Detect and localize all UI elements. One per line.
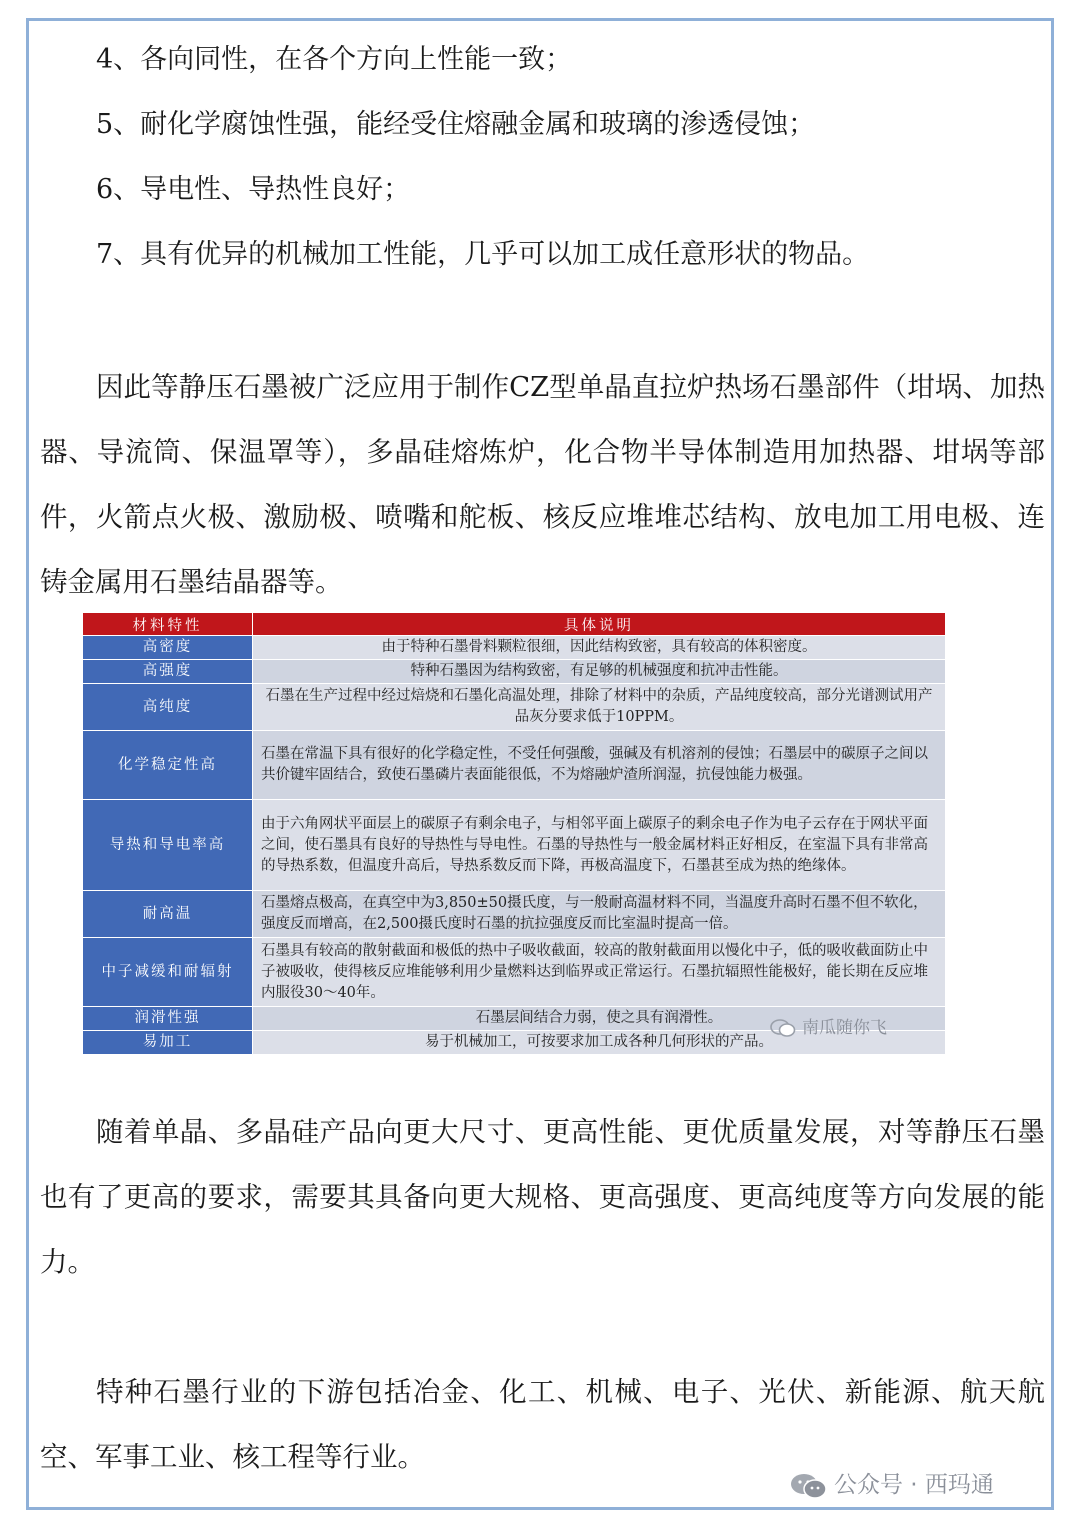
list-item-isotropy: 4、各向同性，在各个方向上性能一致； — [96, 44, 573, 75]
property-cell: 高纯度 — [83, 684, 253, 731]
wechat-icon — [770, 1018, 796, 1038]
description-cell: 石墨熔点极高，在真空中为3,850±50摄氏度，与一般耐高温材料不同，当温度升高时石墨不但不软化，强度反而增高，在2,500摄氏度时石墨的抗拉强度反而比室温时提高一倍。 — [253, 891, 946, 938]
properties-table — [82, 612, 946, 1055]
table-row — [83, 731, 946, 800]
property-cell: 润滑性强 — [83, 1007, 253, 1031]
table-row — [83, 636, 946, 660]
description-cell: 由于特种石墨骨料颗粒很细，因此结构致密，具有较高的体积密度。 — [253, 636, 946, 660]
table-watermark — [770, 1013, 887, 1038]
property-cell: 化学稳定性高 — [83, 731, 253, 800]
list-item-corrosion-resistance: 5、耐化学腐蚀性强，能经受住熔融金属和玻璃的渗透侵蚀； — [96, 109, 816, 140]
paragraph-applications: 因此等静压石墨被广泛应用于制作CZ型单晶直拉炉热场石墨部件（坩埚、加热器、导流筒、保温罩等），多晶硅熔炼炉，化合物半导体制造用加热器、坩埚等部件，火箭点火极、激励极、喷嘴和舵板、核反应堆堆芯结构、放电加工用电极、连铸金属用石墨结晶器等。 — [40, 371, 1045, 598]
property-cell: 耐高温 — [83, 891, 253, 938]
footer-watermark — [790, 1466, 994, 1500]
footer-watermark-text: 公众号 · 西玛通 — [834, 1472, 994, 1498]
header-property: 材料特性 — [83, 613, 253, 636]
table-row — [83, 800, 946, 891]
description-cell: 易于机械加工，可按要求加工成各种几何形状的产品。 — [253, 1031, 946, 1055]
property-cell: 导热和导电率高 — [83, 800, 253, 891]
paragraph-development: 随着单晶、多晶硅产品向更大尺寸、更高性能、更优质量发展，对等静压石墨也有了更高的要求，需要其具备向更大规格、更高强度、更高纯度等方向发展的能力。 — [40, 1116, 1045, 1278]
paragraph-downstream: 特种石墨行业的下游包括冶金、化工、机械、电子、光伏、新能源、航天航空、军事工业、核工程等行业。 — [40, 1376, 1045, 1473]
table-row — [83, 891, 946, 938]
description-cell: 石墨具有较高的散射截面和极低的热中子吸收截面，较高的散射截面用以慢化中子，低的吸收截面防止中子被吸收，使得核反应堆能够利用少量燃料达到临界或正常运行。石墨抗辐照性能极好，能长期在反应堆内服役30～40年。 — [253, 938, 946, 1007]
description-cell: 石墨在常温下具有很好的化学稳定性，不受任何强酸，强碱及有机溶剂的侵蚀；石墨层中的碳原子之间以共价键牢固结合，致使石墨磷片表面能很低，不为熔融炉渣所润湿，抗侵蚀能力极强。 — [253, 731, 946, 800]
table-watermark-text: 南瓜随你飞 — [802, 1018, 887, 1038]
list-item-conductivity: 6、导电性、导热性良好； — [96, 174, 411, 205]
property-cell: 易加工 — [83, 1031, 253, 1055]
table-header-row — [83, 613, 946, 636]
property-cell: 中子减缓和耐辐射 — [83, 938, 253, 1007]
table-row — [83, 660, 946, 684]
property-cell: 高强度 — [83, 660, 253, 684]
table-row — [83, 684, 946, 731]
description-cell: 石墨在生产过程中经过焙烧和石墨化高温处理，排除了材料中的杂质，产品纯度较高，部分光谱测试用产品灰分要求低于10PPM。 — [253, 684, 946, 731]
description-cell: 石墨层间结合力弱，使之具有润滑性。 — [253, 1007, 946, 1031]
property-cell: 高密度 — [83, 636, 253, 660]
wechat-icon — [790, 1472, 828, 1500]
list-item-machinability: 7、具有优异的机械加工性能，几乎可以加工成任意形状的物品。 — [96, 239, 870, 270]
description-cell: 特种石墨因为结构致密，有足够的机械强度和抗冲击性能。 — [253, 660, 946, 684]
table-row — [83, 938, 946, 1007]
header-description: 具体说明 — [253, 613, 946, 636]
description-cell: 由于六角网状平面层上的碳原子有剩余电子，与相邻平面上碳原子的剩余电子作为电子云存在于网状平面之间，使石墨具有良好的导热性与导电性。石墨的导热性与一般金属材料正好相反，在室温下具有非常高的导热系数，但温度升高后，导热系数反而下降，再极高温度下，石墨甚至成为热的绝缘体。 — [253, 800, 946, 891]
